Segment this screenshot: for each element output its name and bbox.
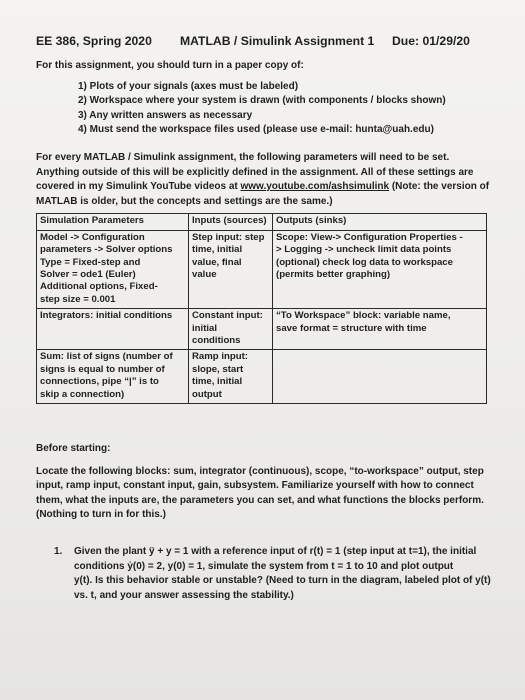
course-name: EE 386, Spring 2020 (36, 34, 152, 48)
table-cell (189, 230, 273, 308)
locate-line: them, what the inputs are, the parameters you can set, and what functions the blocks perform. (36, 494, 484, 506)
cell-line: step size = 0.001 (40, 293, 116, 305)
table-cell (273, 309, 487, 350)
header-inputs: Inputs (sources) (189, 214, 273, 230)
cell-line: Model -> Configuration (40, 231, 145, 243)
cell-line: > Logging -> uncheck limit data points (276, 244, 452, 256)
cell-line: time, initial (192, 376, 243, 388)
due-date: Due: 01/29/20 (392, 34, 470, 48)
requirements-list (36, 80, 491, 138)
table-header-row (37, 214, 487, 230)
table-row (37, 230, 487, 308)
locate-paragraph (36, 465, 491, 523)
cell-line: conditions (192, 335, 241, 346)
assignment-title: MATLAB / Simulink Assignment 1 (180, 34, 375, 48)
locate-line: (Nothing to turn in for this.) (36, 509, 166, 521)
cell-line: (permits better graphing) (276, 268, 391, 280)
requirement-item: 3) Any written answers as necessary (78, 109, 253, 121)
question-text (74, 545, 491, 603)
question-number: 1. (54, 546, 63, 557)
cell-line: Constant input: (192, 310, 263, 322)
table-cell-empty (273, 350, 487, 404)
cell-line: (optional) check log data to workspace (276, 256, 453, 268)
parameters-table (36, 213, 487, 404)
table-cell (273, 230, 487, 308)
table-cell (37, 309, 189, 350)
cell-line: initial (192, 322, 218, 334)
question-1 (36, 545, 491, 603)
youtube-link[interactable]: www.youtube.com/ashsimulink (240, 181, 390, 193)
header-simulation-parameters: Simulation Parameters (37, 214, 189, 230)
before-starting-heading: Before starting: (36, 443, 111, 455)
settings-line-prefix: covered in my Simulink YouTube videos at (36, 181, 241, 193)
table-cell (37, 230, 189, 308)
question-line: conditions ẏ(0) = 2, y(0) = 1, simulate the system from t = 1 to 10 and plot output (74, 560, 454, 572)
settings-line: Anything outside of this will be explicitly defined in the assignment. All of these settings are (36, 166, 474, 178)
requirement-item: 1) Plots of your signals (axes must be labeled) (78, 80, 299, 92)
table-cell (37, 350, 189, 404)
cell-line: connections, pipe “|” is to (40, 376, 159, 388)
cell-line: skip a connection) (40, 388, 125, 400)
cell-line: Ramp input: (192, 351, 248, 363)
locate-line: input, ramp input, constant input, gain, subsystem. Familiarize yourself with how to connect (36, 480, 474, 492)
requirement-item: 2) Workspace where your system is drawn (with components / blocks shown) (78, 95, 446, 107)
cell-line: Integrators: initial conditions (40, 310, 173, 322)
requirement-item: 4) Must send the workspace files used (please use e-mail: hunta@uah.edu) (78, 124, 434, 136)
question-line: Given the plant ÿ + y = 1 with a reference input of r(t) = 1 (step input at t=1), the initial (74, 546, 477, 557)
cell-line: Additional options, Fixed- (40, 281, 158, 293)
cell-line: slope, start (192, 363, 244, 375)
settings-paragraph (36, 151, 491, 209)
cell-line: signs is equal to number of (40, 363, 165, 375)
settings-line: MATLAB is older, but the concepts and settings are the same.) (36, 195, 333, 207)
cell-line: Step input: step (192, 231, 265, 243)
cell-line: save format = structure with time (276, 322, 427, 334)
settings-line-suffix: (Note: the version of (389, 181, 490, 193)
intro-text: For this assignment, you should turn in a paper copy of: (36, 60, 304, 71)
table-row (37, 309, 487, 350)
cell-line: Scope: View-> Configuration Properties - (276, 231, 463, 243)
cell-line: output (192, 388, 222, 400)
cell-line: time, initial (192, 244, 243, 256)
cell-line: “To Workspace” block: variable name, (276, 310, 451, 322)
cell-line: value, final (192, 256, 242, 268)
cell-line: Solver = ode1 (Euler) (40, 268, 136, 280)
cell-line: Type = Fixed-step and (40, 256, 141, 268)
cell-line: parameters -> Solver options (40, 244, 173, 256)
locate-line: Locate the following blocks: sum, integrator (continuous), scope, “to-workspace” output, step (36, 465, 484, 477)
table-cell (189, 309, 273, 350)
header-outputs: Outputs (sinks) (273, 214, 487, 230)
assignment-header (36, 34, 491, 48)
question-line: vs. t, and your answer assessing the stability.) (74, 589, 294, 601)
table-cell (189, 350, 273, 404)
settings-line: For every MATLAB / Simulink assignment, the following parameters will need to be set. (36, 151, 450, 163)
cell-line: Sum: list of signs (number of (40, 351, 173, 363)
table-row (37, 350, 487, 404)
cell-line: value (192, 268, 217, 280)
settings-line (36, 180, 491, 195)
question-line: y(t). Is this behavior stable or unstable? (Need to turn in the diagram, labeled plot of y(t) (74, 575, 491, 587)
